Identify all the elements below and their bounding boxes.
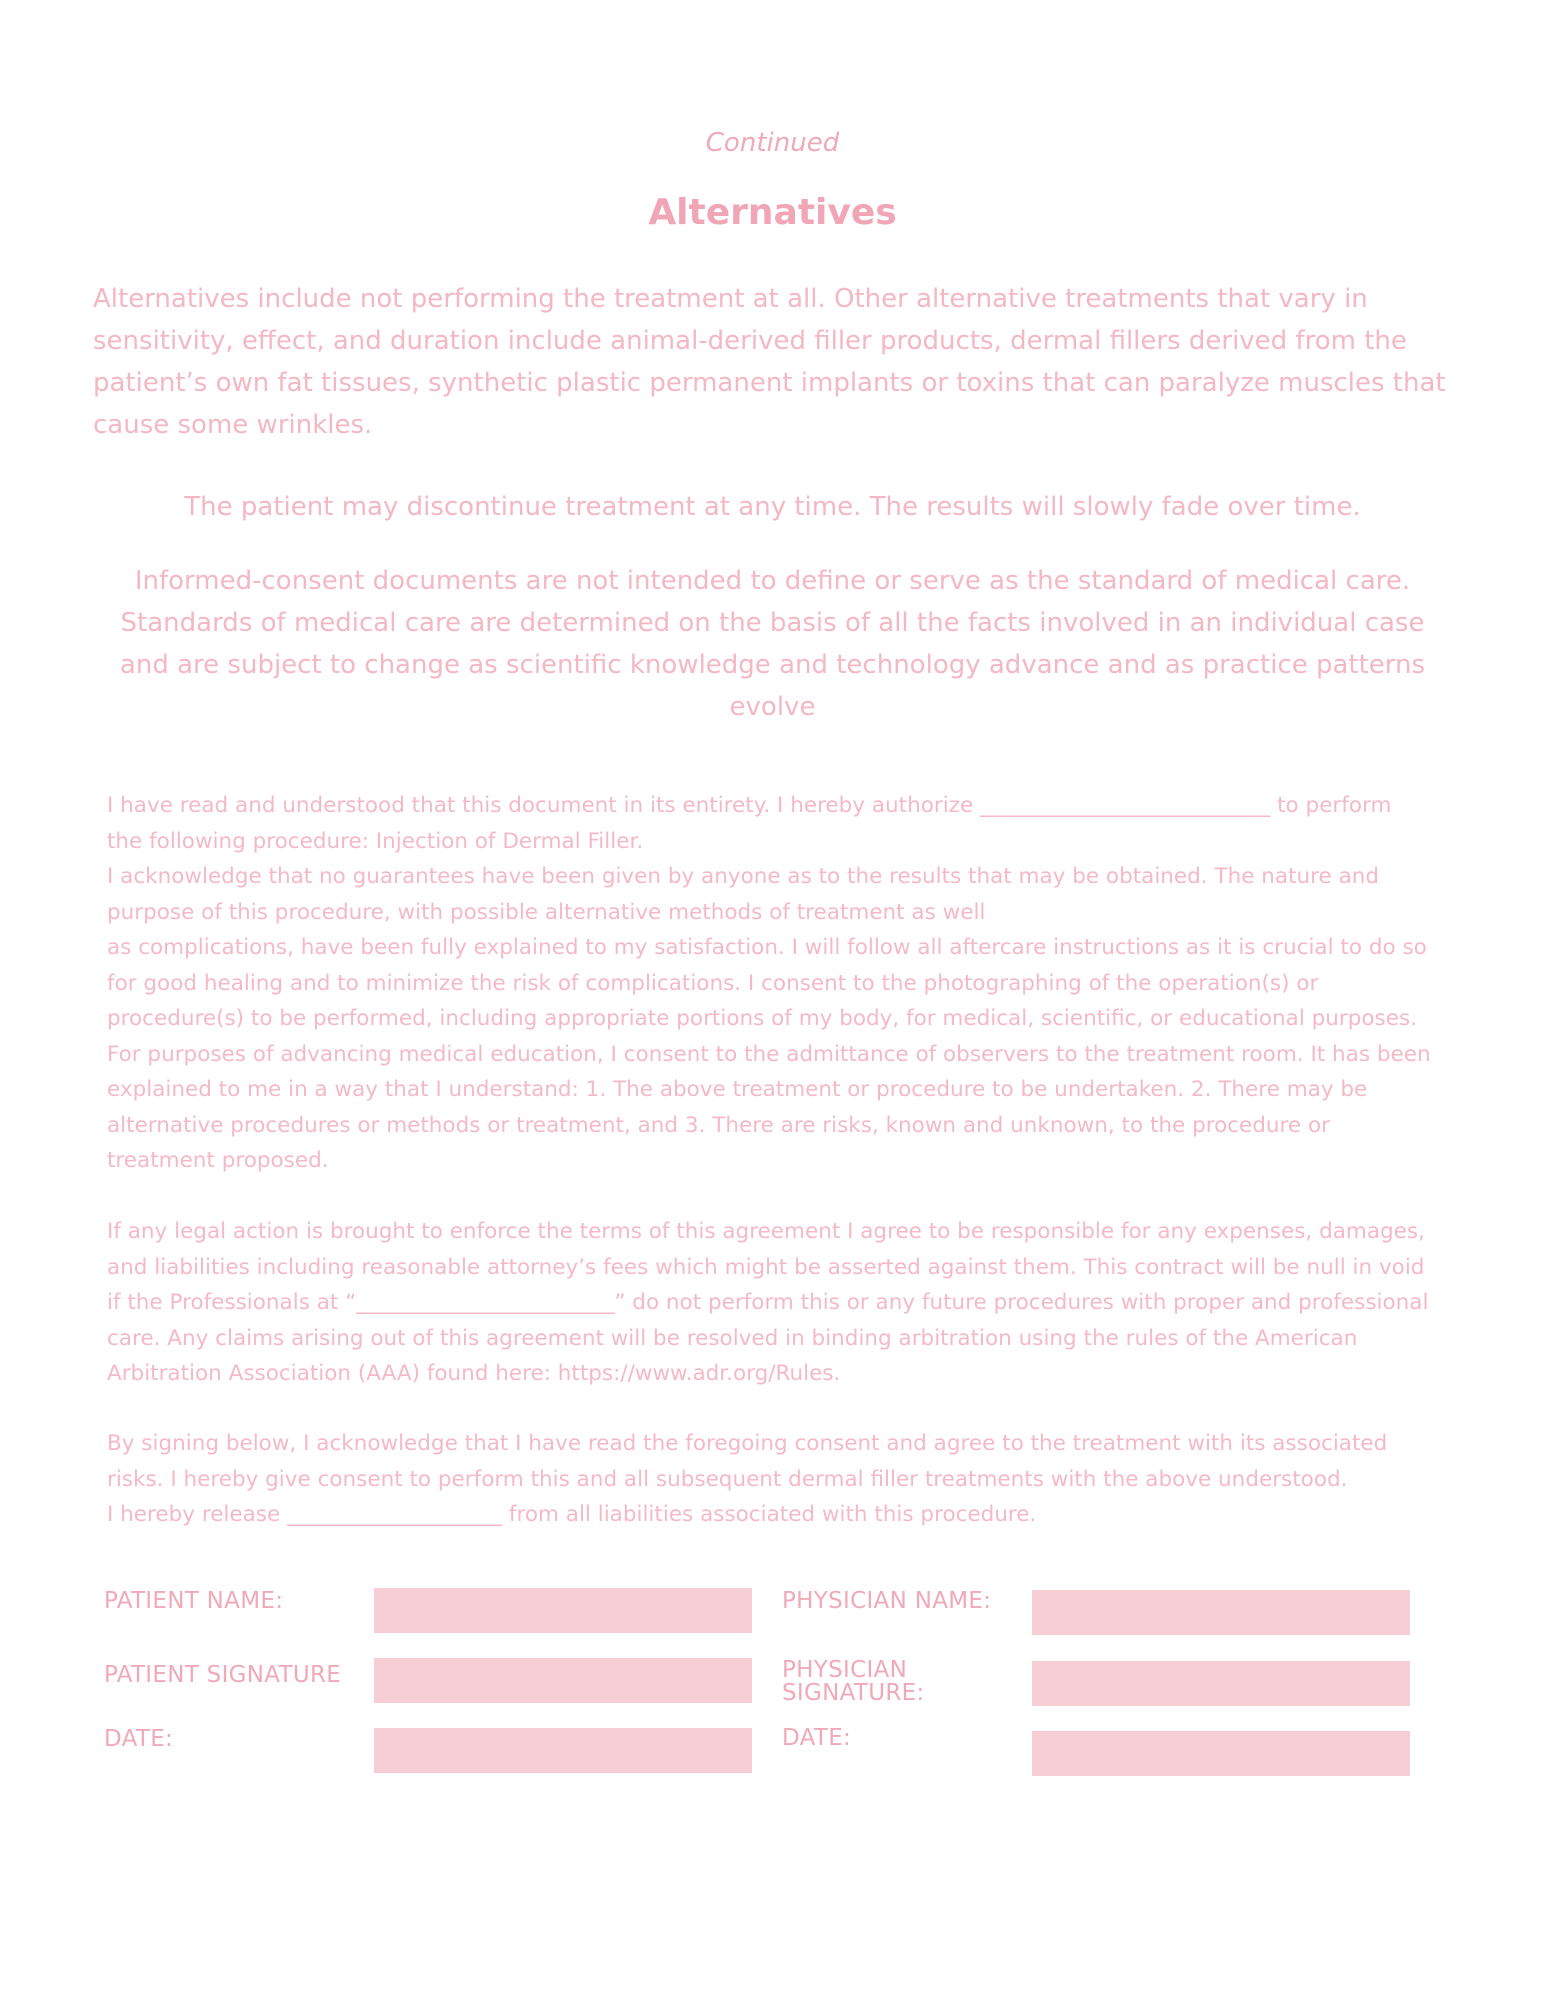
patient-signature-label: PATIENT SIGNATURE [104,1662,342,1688]
patient-name-field[interactable] [374,1588,752,1633]
discontinue-statement: The patient may discontinue treatment at any time. The results will slowly fade over time. [184,492,1361,522]
signing-block [107,1426,1432,1533]
patient-date-label: DATE: [104,1726,174,1752]
authorization-paragraph: I have read and understood that this document in its entirety. I hereby authorize ___________________________ to perform the following procedure: Injection of Dermal Filler. [107,793,1392,854]
physician-date-field[interactable] [1032,1731,1410,1776]
legal-paragraph: If any legal action is brought to enforce the terms of this agreement I agree to be responsible for any expenses, damages, and liabilities including reasonable attorney’s fees which might be asserted against them. This contract will be null in void if the Professionals at “________________________” do not perform this or any future procedures with proper and professional care. Any claims arising out of this agreement will be resolved in binding arbitration using the rules of the American Arbitration Association (AAA) found here: https://www.adr.org/Rules. [107,1219,1429,1386]
acknowledgement-paragraph-2: as complications, have been fully explained to my satisfaction. I will follow all aftercare instructions as it is crucial to do so for good healing and to minimize the risk of complications. I consent to the photographing of the operation(s) or procedure(s) to be performed, including appropriate portions of my body, for medical, scientific, or educational purposes. For purposes of advancing medical education, I consent to the admittance of observers to the treatment room. It has been explained to me in a way that I understand: 1. The above treatment or procedure to be undertaken. 2. There may be alternative procedures or methods or treatment, and 3. There are risks, known and unknown, to the procedure or treatment proposed. [107,935,1431,1173]
patient-name-label: PATIENT NAME: [104,1588,284,1614]
patient-date-field[interactable] [374,1728,752,1773]
physician-name-label: PHYSICIAN NAME: [782,1588,992,1614]
continued-label: Continued [705,128,840,158]
authorization-block [107,788,1432,1179]
physician-signature-label-line1: PHYSICIAN [782,1657,908,1683]
patient-signature-field[interactable] [374,1658,752,1703]
alternatives-paragraph: Alternatives include not performing the treatment at all. Other alternative treatments that vary in sensitivity, effect, and duration include animal-derived filler products, dermal fillers derived from the patient’s own fat tissues, synthetic plastic permanent implants or toxins that can paralyze muscles that cause some wrinkles. [93,284,1446,440]
physician-name-field[interactable] [1032,1590,1410,1635]
section-title: Alternatives [648,192,897,233]
signing-paragraph: By signing below, I acknowledge that I have read the foregoing consent and agree to the treatment with its associated risks. I hereby give consent to perform this and all subsequent dermal filler treatments with the above understood. [107,1431,1388,1492]
acknowledgement-paragraph-1: I acknowledge that no guarantees have been given by anyone as to the results that may be obtained. The nature and purpose of this procedure, with possible alternative methods of treatment as well [107,864,1380,925]
legal-block [107,1214,1432,1392]
physician-date-label: DATE: [782,1725,852,1751]
physician-signature-field[interactable] [1032,1661,1410,1706]
informed-consent-statement: Informed-consent documents are not intended to define or serve as the standard of medical care. Standards of medical care are determined on the basis of all the facts involved in an individual case and are subject to change as scientific knowledge and technology advance and as practice patterns evolve [119,566,1426,722]
release-paragraph: I hereby release ____________________ from all liabilities associated with this procedure. [107,1502,1037,1527]
physician-signature-label-line2: SIGNATURE: [782,1680,925,1706]
